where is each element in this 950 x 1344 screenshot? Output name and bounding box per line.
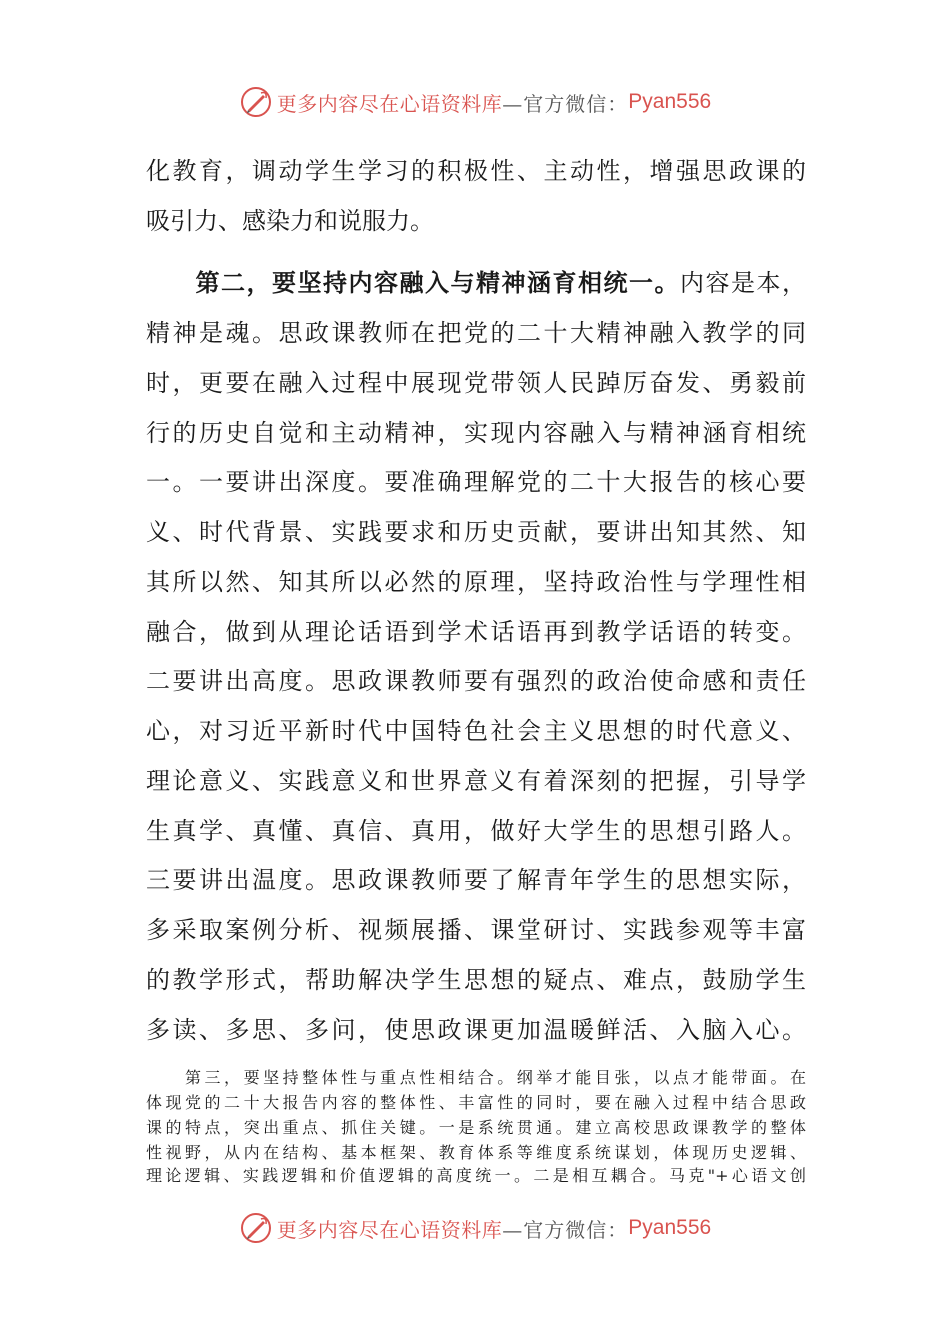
body-line: 行的历史自觉和主动精神，实现内容融入与精神涵育相统	[146, 419, 806, 447]
watermark-banner-top	[0, 82, 950, 122]
body-line: 理论意义、实践意义和世界意义有着深刻的把握，引导学	[146, 767, 806, 795]
body-line: 融合，做到从理论话语到学术话语再到教学话语的转变。	[146, 618, 806, 646]
body-line: 精神是魂。思政课教师在把党的二十大精神融入教学的同	[146, 319, 806, 347]
watermark-separator-text: —官方微信：	[502, 1217, 629, 1242]
quill-logo-icon	[239, 85, 273, 119]
watermark-banner-bottom	[0, 1208, 950, 1248]
body-line: 的教学形式，帮助解决学生思想的疑点、难点，鼓励学生	[146, 966, 806, 994]
paragraph-2-first-rest: 内容是本，	[680, 269, 806, 297]
small-text-line: 体现党的二十大报告内容的整体性、丰富性的同时，要在融入过程中结合思政	[146, 1093, 806, 1112]
small-text-line: 理论逻辑、实践逻辑和价值逻辑的高度统一。二是相互耦合。马克"+心语文创	[146, 1166, 806, 1185]
watermark-main-text: 更多内容尽在心语资料库	[276, 91, 503, 116]
body-line: 其所以然、知其所以必然的原理，坚持政治性与学理性相	[146, 568, 806, 596]
paragraph-2-first-line	[146, 268, 806, 298]
body-line: 化教育，调动学生学习的积极性、主动性，增强思政课的	[146, 157, 806, 185]
body-line: 一。一要讲出深度。要准确理解党的二十大报告的核心要	[146, 468, 806, 496]
body-line: 多读、多思、多问，使思政课更加温暖鲜活、入脑入心。	[146, 1016, 806, 1044]
small-text-line: 第三，要坚持整体性与重点性相结合。纲举才能目张，以点才能带面。在	[146, 1068, 806, 1087]
paragraph-2-heading: 第二，要坚持内容融入与精神涵育相统一。	[194, 268, 680, 297]
body-line: 三要讲出温度。思政课教师要了解青年学生的思想实际，	[146, 866, 806, 894]
body-line: 二要讲出高度。思政课教师要有强烈的政治使命感和责任	[146, 667, 806, 695]
small-text-line: 课的特点，突出重点、抓住关键。一是系统贯通。建立高校思政课教学的整体	[146, 1118, 806, 1137]
small-text-line: 性视野，从内在结构、基本框架、教育体系等维度系统谋划，体现历史逻辑、	[146, 1143, 806, 1162]
body-line: 心，对习近平新时代中国特色社会主义思想的时代意义、	[146, 717, 806, 745]
watermark-main-text: 更多内容尽在心语资料库	[276, 1217, 503, 1242]
body-line: 吸引力、感染力和说服力。	[146, 207, 434, 235]
watermark-wechat-id: Pyan556	[628, 90, 712, 113]
watermark-separator-text: —官方微信：	[502, 91, 629, 116]
body-line: 时，更要在融入过程中展现党带领人民踔厉奋发、勇毅前	[146, 369, 806, 397]
quill-logo-icon	[239, 1211, 273, 1245]
body-line: 义、时代背景、实践要求和历史贡献，要讲出知其然、知	[146, 518, 806, 546]
body-line: 生真学、真懂、真信、真用，做好大学生的思想引路人。	[146, 817, 806, 845]
watermark-wechat-id: Pyan556	[628, 1216, 712, 1239]
body-line: 多采取案例分析、视频展播、课堂研讨、实践参观等丰富	[146, 916, 806, 944]
